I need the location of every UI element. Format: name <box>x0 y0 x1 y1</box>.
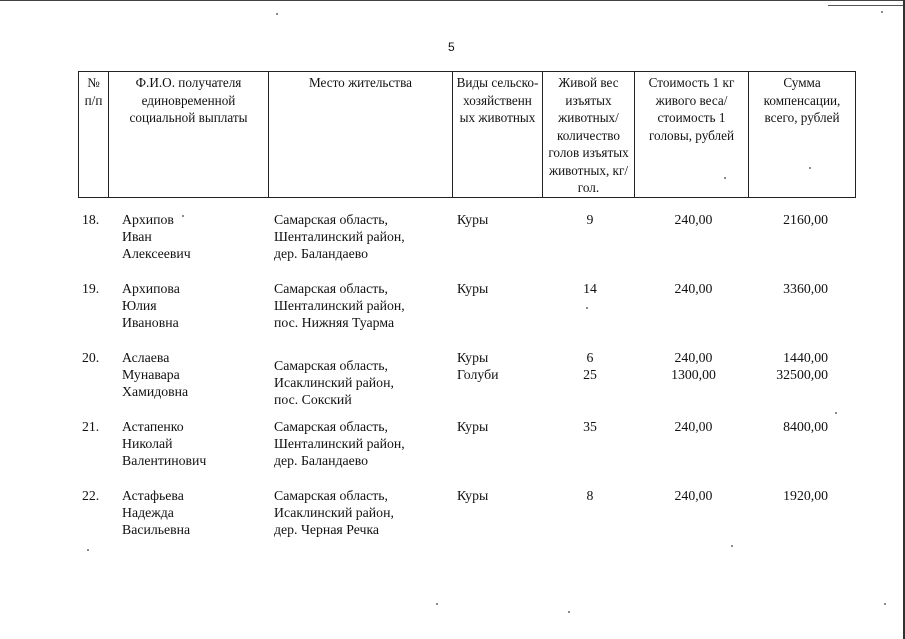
compensation-sum-value: 1440,00 32500,00 <box>776 350 828 383</box>
scan-speck <box>731 545 733 547</box>
live-weight-value: 9 <box>586 212 594 227</box>
header-recipient-name: Ф.И.О. получателя единовременной социальной выплаты <box>109 72 269 198</box>
compensation-sum-value: 8400,00 <box>783 419 828 434</box>
scan-speck <box>182 215 184 217</box>
scan-speck <box>87 549 89 551</box>
unit-cost-value: 240,00 1300,00 <box>671 350 716 383</box>
header-live-weight: Живой вес изъятых животных/ количество голов изъятых животных, кг/гол. <box>543 72 635 198</box>
animal-type: Куры Голуби <box>457 350 499 383</box>
residence-address: Самарская область, Шенталинский район, дер. Баландаево <box>274 212 405 262</box>
recipient-name: Архипов Иван Алексеевич <box>122 212 191 262</box>
scan-speck <box>881 11 883 13</box>
header-unit-cost: Стоимость 1 кг живого веса/стоимость 1 головы, рублей <box>635 72 749 198</box>
scan-speck <box>568 611 570 613</box>
top-scan-edge <box>0 0 905 1</box>
residence-address: Самарская область, Исаклинский район, дер. Черная Речка <box>274 488 394 538</box>
scan-speck <box>835 412 837 414</box>
scan-speck <box>586 307 588 309</box>
row-number: 21. <box>82 419 100 434</box>
header-compensation-sum: Сумма компенсации, всего, рублей <box>749 72 856 198</box>
recipient-name: Архипова Юлия Ивановна <box>122 281 180 331</box>
page-number: 5 <box>448 40 455 54</box>
live-weight-value: 14 <box>583 281 597 296</box>
live-weight-value: 8 <box>586 488 594 503</box>
animal-type: Куры <box>457 419 489 434</box>
header-number: № п/п <box>79 72 109 198</box>
scan-speck <box>276 13 278 15</box>
recipient-name: Аслаева Мунавара Хамидовна <box>122 350 189 400</box>
scan-speck <box>724 177 726 179</box>
animal-type: Куры <box>457 488 489 503</box>
residence-address: Самарская область, Шенталинский район, дер. Баландаево <box>274 419 405 469</box>
header-animal-type: Виды сельско-хозяйственн ых животных <box>453 72 543 198</box>
scan-speck <box>809 167 811 169</box>
recipient-name: Астапенко Николай Валентинович <box>122 419 207 469</box>
compensation-sum-value: 3360,00 <box>783 281 828 296</box>
unit-cost-value: 240,00 <box>674 488 713 503</box>
row-number: 22. <box>82 488 100 503</box>
scan-speck <box>436 603 438 605</box>
unit-cost-value: 240,00 <box>674 281 713 296</box>
animal-type: Куры <box>457 212 489 227</box>
live-weight-value: 6 25 <box>583 350 597 383</box>
row-number: 18. <box>82 212 100 227</box>
recipient-name: Астафьева Надежда Васильевна <box>122 488 191 538</box>
row-number: 20. <box>82 350 100 365</box>
unit-cost-value: 240,00 <box>674 419 713 434</box>
table-header <box>78 71 856 198</box>
top-right-scan-line <box>828 5 905 6</box>
header-residence: Место жительства <box>269 72 453 198</box>
animal-type: Куры <box>457 281 489 296</box>
residence-address: Самарская область, Исаклинский район, пос. Сокский <box>274 358 394 408</box>
compensation-sum-value: 2160,00 <box>783 212 828 227</box>
row-number: 19. <box>82 281 100 296</box>
scan-speck <box>884 603 886 605</box>
unit-cost-value: 240,00 <box>674 212 713 227</box>
residence-address: Самарская область, Шенталинский район, пос. Нижняя Туарма <box>274 281 405 331</box>
compensation-sum-value: 1920,00 <box>783 488 828 503</box>
live-weight-value: 35 <box>583 419 597 434</box>
